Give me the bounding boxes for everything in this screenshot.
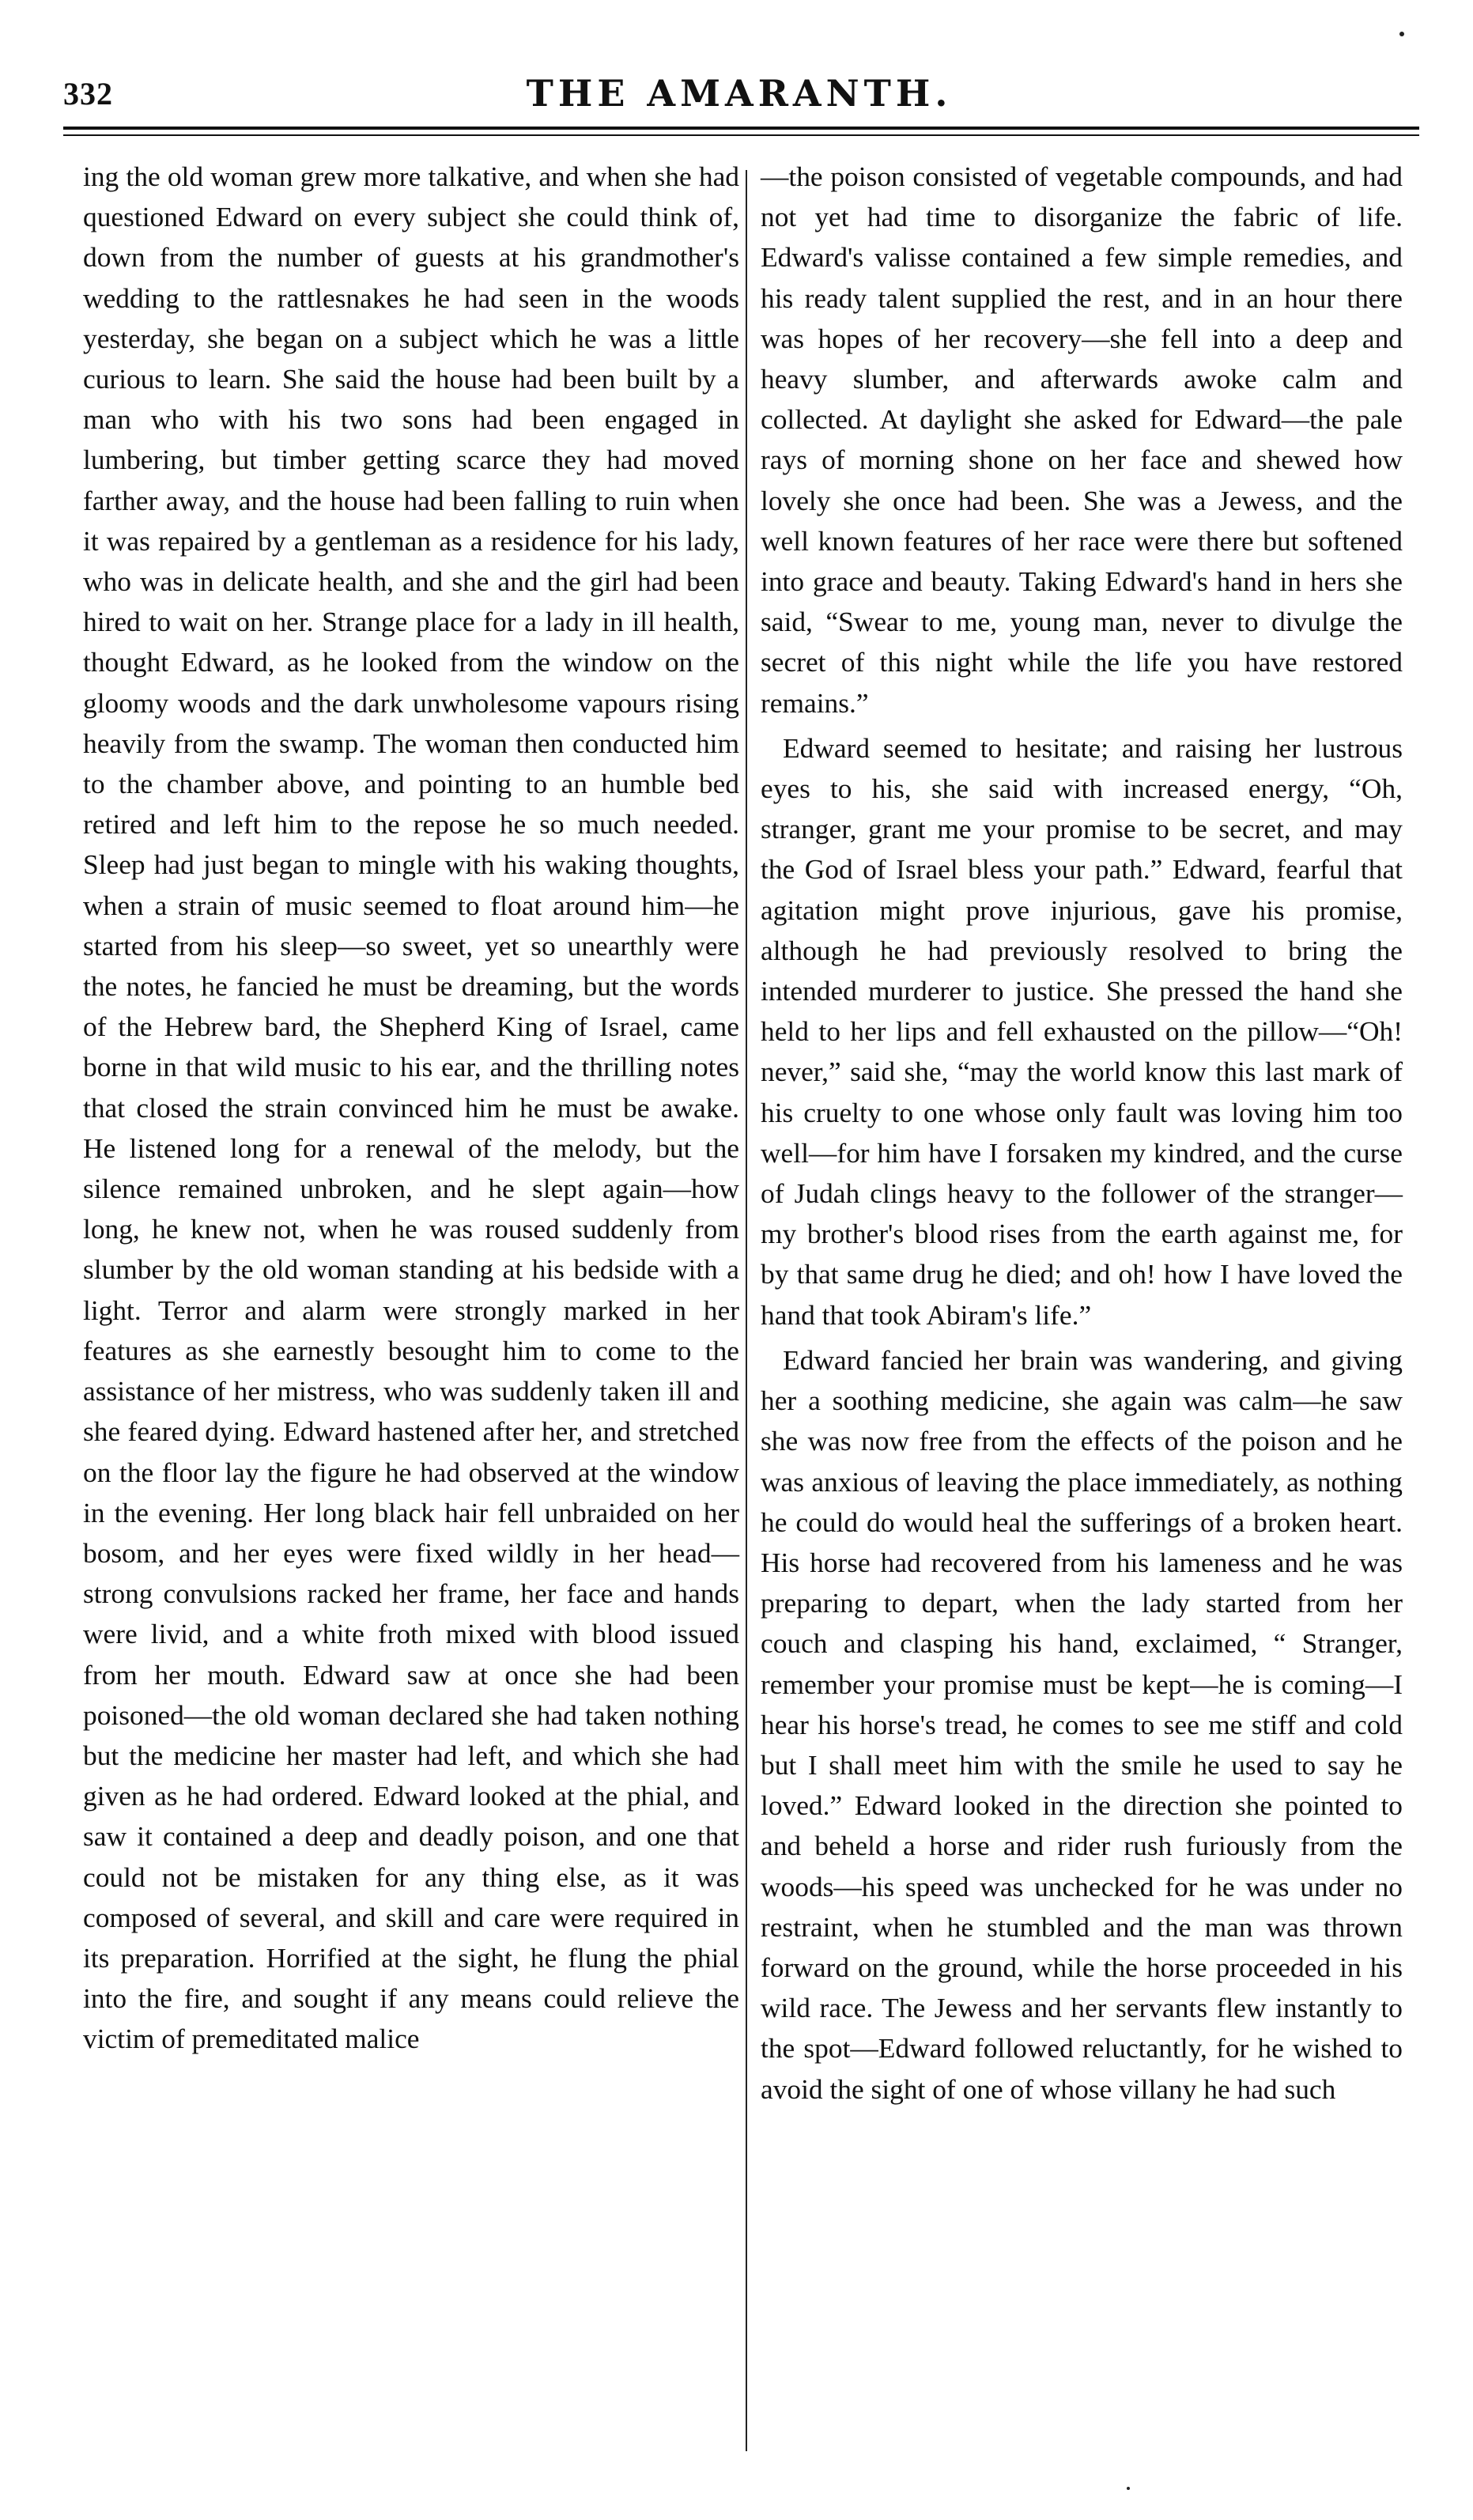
running-title: THE AMARANTH. [526,72,953,115]
ink-speck [1399,32,1404,36]
page-header [63,67,1415,123]
right-column [761,157,1403,2110]
column-divider [746,170,747,2451]
page-number: 332 [63,76,113,111]
left-column [83,157,739,2060]
right-paragraph-3: Edward fancied her brain was wandering, and giving her a soothing medicine, she again was calm—he saw she was now free from the effects of the poison and he was anxious of leaving the place immediately, as nothing he could do would heal the sufferings of a broken heart. His horse had recovered from his lameness and he was preparing to depart, when the lady started from her couch and clasping his hand, exclaimed, “ Stranger, remember your promise must be kept—he is coming—I hear his horse's tread, he comes to see me stiff and cold but I shall meet him with the smile he used to say he loved.” Edward looked in the direction she pointed to and beheld a horse and rider rush furiously from the woods—his speed was unchecked for he was under no restraint, when he stumbled and the man was thrown forward on the ground, while the horse proceeded in his wild race. The Jewess and her servants flew instantly to the spot—Edward followed reluctantly, for he wished to avoid the sight of one of whose villany he had such [761,1343,1403,2105]
left-paragraph-1: ing the old woman grew more talkative, and when she had questioned Edward on every subject she could think of, down from the number of guests at his grandmother's wedding to the rattlesnakes he had seen in the woods yesterday, she began on a subject which he was a little curious to learn. She said the house had been built by a man who with his two sons had been engaged in lumbering, but timber getting scarce they had moved farther away, and the house had been falling to ruin when it was repaired by a gentleman as a residence for his lady, who was in delicate health, and she and the girl had been hired to wait on her. Strange place for a lady in ill health, thought Edward, as he looked from the window on the gloomy woods and the dark unwholesome vapours rising heavily from the swamp. The woman then conducted him to the chamber above, and pointing to an humble bed retired and left him to the repose he so much needed. Sleep had just began to mingle with his waking thoughts, when a strain of music seemed to float around him—he started from his sleep—so sweet, yet so unearthly were the notes, he fancied he must be dreaming, but the words of the Hebrew bard, the Shepherd King of Israel, came borne in that wild music to his ear, and the thrilling notes that closed the strain convinced him he must be awake. He listened long for a renewal of the melody, but the silence remained unbroken, and he slept again—how long, he knew not, when he was roused suddenly from slumber by the old woman standing at his bedside with a light. Terror and alarm were strongly marked in her features as she earnestly besought him to come to the assistance of her mistress, who was suddenly taken ill and she feared dying. Edward hastened after her, and stretched on the floor lay the figure he had observed at the window in the evening. Her long black hair fell unbraided on her bosom, and her eyes were fixed wildly in her head—strong convulsions racked her frame, her face and hands were livid, and a white froth mixed with blood issued from her mouth. Edward saw at once she had been poisoned—the old woman declared she had taken nothing but the medicine her master had left, and which she had given as he had ordered. Edward looked at the phial, and saw it contained a deep and deadly poison, and one that could not be mistaken for any thing else, as it was composed of several, and skill and care were required in its preparation. Horrified at the sight, he flung the phial into the fire, and sought if any means could relieve the victim of premeditated malice [83,161,739,2055]
right-paragraph-1: —the poison consisted of vegetable compounds, and had not yet had time to disorganize the fabric of life. Edward's valisse contained a few simple remedies, and his ready talent supplied the rest, and in an hour there was hopes of her recovery—she fell into a deep and heavy slumber, and afterwards awoke calm and collected. At daylight she asked for Edward—the pale rays of morning shone on her face and shewed how lovely she once had been. She was a Jewess, and the well known features of her race were there but softened into grace and beauty. Taking Edward's hand in hers she said, “Swear to me, young man, never to divulge the secret of this night while the life you have restored remains.” [761,161,1403,719]
header-rule-thin [63,134,1419,136]
header-rule-thick [63,127,1419,130]
ink-speck [1127,2487,1130,2490]
right-paragraph-2: Edward seemed to hesitate; and raising her lustrous eyes to his, she said with increased energy, “Oh, stranger, grant me your promise to be secret, and may the God of Israel bless your path.” Edward, fearful that agitation might prove injurious, gave his promise, although he had previously resolved to bring the intended murderer to justice. She pressed the hand she held to her lips and fell exhausted on the pillow—“Oh! never,” said she, “may the world know this last mark of his cruelty to one whose only fault was loving him too well—for him have I forsaken my kindred, and the curse of Judah clings heavy to the follower of the stranger—my brother's blood rises from the earth against me, for by that same drug he died; and oh! how I have loved the hand that took Abiram's life.” [761,731,1403,1331]
